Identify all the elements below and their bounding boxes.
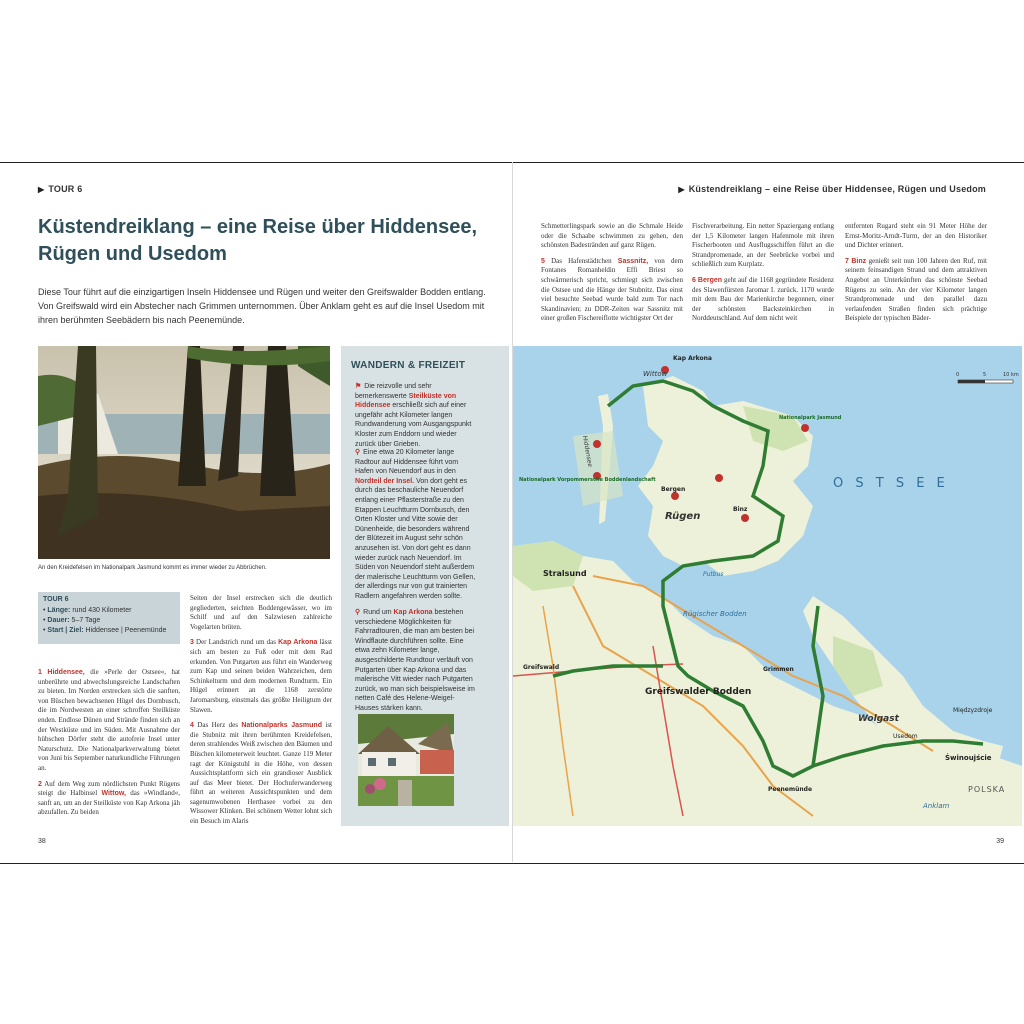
sidebar-highlight: Kap Arkona [393, 609, 433, 616]
sidebar-text: bestehen verschiedene Möglichkeiten für Fahrradtouren, die man am besten bei Windflaute durchführen sollte. Eine etwa zehn Kilometer lange, ausgeschilderte Rundtour verläuft von Putgarten über Kap Arkona und das malerische Vitt wieder nach Putgarten zurück, wo man sich beispielsweise im netten Café des Helene-Weigel-Hauses stärken kann. [355, 609, 475, 712]
map-label-stettiner-haff: Anklam [923, 802, 950, 810]
tour-duration-row: • Dauer: 5–7 Tage [43, 617, 101, 624]
poi-highlight: Wittow, [101, 790, 126, 798]
paragraph-text: das »Windland«, sanft an, um an der Steilküste von Kap Arkona jäh abzufallen. Zu beiden [38, 789, 180, 817]
bicycle-icon: ⚲ [355, 449, 361, 456]
duration-value: 5–7 Tage [71, 617, 101, 624]
title-line-2: Rügen und Usedom [38, 243, 227, 265]
tour-tag-text: Küstendreiklang – eine Reise über Hiddensee, Rügen und Usedom [688, 184, 986, 194]
triangle-icon: ▶ [38, 185, 45, 194]
right-column-3 [845, 222, 987, 330]
page-number-right: 39 [996, 838, 1004, 845]
paragraph-text: Der Landstrich rund um das [196, 638, 279, 647]
paragraph-text: ist die Stubnitz mit ihren berühmten Kreidefelsen, deren strahlendes Weiß zwischen den Bäumen und Büschen kilometerweit leuchtet. Ganze 119 Meter ragt der Königstuhl in die Höhe, von dessen Aussichtsplattform sich ein grandioser Ausblick auf das Meer bietet. Der Hochuferwanderweg führt an weiteren Aussichtspunkten und dem sagenumwobenen Herthasee vorbei zu den Wissower Klinken. Bei schönem Wetter lohnt sich ein Besuch im Alaris [190, 721, 332, 826]
tour-box-title: TOUR 6 [43, 596, 69, 603]
page-number-left: 38 [38, 838, 46, 845]
sidebar-title: WANDERN & FREIZEIT [351, 360, 466, 371]
map-label-usedom: Wolgast [858, 714, 899, 724]
map-label-kap-arkona: Kap Arkona [673, 355, 712, 362]
paragraph-continued: Fischverarbeitung. Ein netter Spaziergang entlang der 1,5 Kilometer langen Hafenmole mit ihren Fischerbooten und Ausflugsschiffen führt an die Strandpromenade, an der Seebrücke vorbei und schließlich zum Kurplatz. [692, 222, 834, 269]
sidebar-text: Rund um [363, 609, 394, 616]
paragraph-text: lässt sich am besten zu Fuß oder mit dem Rad erkunden. Von Putgarten aus führt ein Wanderweg zum Kap und seinen beiden Wahrzeichen, dem Schinkelturm und dem modernen Rundturm. Ein Hügel erinnert an die 1168 zerstörte Jaromarsburg, einstmals das größte Heiligtum der Slawen. [190, 638, 332, 714]
scale-0: 0 [956, 372, 960, 378]
paragraph-continued: entfernten Rugard steht ein 91 Meter Höhe der Ernst-Moritz-Arndt-Turm, der an den Historiker und Dichter erinnert. [845, 222, 987, 250]
paragraph-text: genießt seit nun 100 Jahren den Ruf, mit seinem feinsandigen Strand und dem attraktiven Angebot an Unterkünften das schönste Seebad Rügens zu sein. An der vier Kilometer langen Strandpromenade und den parallel dazu verlaufenden Straßen finden sich prächtige Beispiele der typischen Bäder- [845, 256, 987, 323]
map-label-miedzyzdroje: Międzyzdroje [953, 707, 993, 714]
sidebar-text: Eine etwa 20 Kilometer lange Radtour auf Hiddensee führt vom Hafen von Neuendorf aus in den [355, 449, 459, 476]
paragraph-bergen [692, 276, 834, 324]
poi-number: 3 [190, 639, 194, 647]
duration-label: Dauer: [47, 617, 70, 624]
poi-number: 1 [38, 669, 42, 676]
poi-highlight: Kap Arkona [278, 639, 318, 647]
map-label-binz: Binz [733, 506, 748, 513]
poi-highlight: Binz [851, 257, 867, 265]
tour-tag-right [678, 184, 986, 194]
tour-length-row: • Länge: rund 430 Kilometer [43, 607, 132, 614]
map-label-ruegen: Rügen [665, 511, 701, 522]
paragraph-jasmund [190, 721, 332, 827]
sidebar-item-bike-hiddensee [355, 448, 477, 602]
sidebar-item-hiking [355, 382, 477, 449]
paragraph-hiddensee [38, 668, 180, 774]
poi-marker-7 [741, 514, 749, 522]
photo-chalk-cliffs [38, 346, 330, 559]
country-label: POLSKA [968, 785, 1006, 794]
sidebar-text: Von dort geht es durch das beschauliche Neuendorf entlang einer Pflasterstraße zu den Etappen Leuchtturm Dornbusch, den Orten Kloster und Vitte sowie der Dünenheide, die besonders während der Blütezeit im August sehr schön anzusehen ist. Von dort geht es dann wieder zurück nach Neuendorf. Im Süden von Neuendorf steht außerdem der malerische Leuchtturm von Gellen, der allerdings nur von gut trainierten Radlern angefahren werden sollte. [355, 477, 476, 600]
sidebar-text: Die reizvolle und sehr bemerkenswerte [355, 383, 432, 400]
map-label-jasmund: Nationalpark Jasmund [779, 415, 842, 421]
poi-number: 2 [38, 780, 42, 788]
length-label: Länge: [47, 607, 71, 614]
scale-5: 5 [983, 372, 987, 378]
poi-number: 4 [190, 722, 194, 730]
right-column-2 [692, 222, 834, 330]
paragraph-text: die »Perle der Ostsee«, hat unberührte und abwechslungsreiche Landschaften zu bieten. Im Norden erstrecken sich die sanften, von Büschen bewachsenen Hügel des Dornbusch, die im Nordwesten an einer schroffen Steilküste enden. Endlose Dünen und Strände finden sich an der Westküste und im Süden. Mit Ausnahme der hübschen Dörfer steht die autofreie Insel unter Naturschutz. Die Nationalparkverwaltung bietet von Juni bis September naturkundliche Führungen an. [38, 668, 180, 772]
paragraph-text: geht auf die 1168 gegründete Residenz des Slawenfürsten Jaromar I. zurück. 1170 wurde mit dem Bau der Marienkirche begonnen, einer der schönsten Backsteinkirchen in Norddeutschland. Auf dem nicht weit [692, 275, 835, 323]
paragraph-text: von dem Fontanes Romanheldin Effi Briest so schwärmerisch spricht, schmiegt sich zwischen die Ostsee und die Hänge der Stubnitz. Das einst viel besuchte Seebad wurde bald zum Tor nach Skandinavien; zu DDR-Zeiten war Sassnitz mit einer großen Fischereiflotte wichtigster Ort der [541, 256, 684, 323]
map-label-anklam: Peenemünde [768, 786, 813, 793]
paragraph-continued: Schmetterlingspark sowie an die Schmale Heide oder die Schaabe schwimmen zu gehen, den schönsten Badestränden auf ganz Rügen. [541, 222, 683, 250]
poi-highlight: Hiddensee, [47, 669, 85, 676]
map-label-bergen: Bergen [661, 486, 686, 493]
map-label-greifswald: Greifswalder Bodden [645, 687, 752, 697]
photo-thatched-cottage [358, 714, 454, 806]
poi-highlight: Bergen [697, 276, 723, 284]
poi-number: 6 [692, 276, 696, 284]
paragraph-binz [845, 257, 987, 324]
length-value: rund 430 Kilometer [72, 607, 132, 614]
poi-highlight: Nationalparks Jasmund [241, 722, 322, 730]
sea-label: O S T S E E [833, 476, 949, 491]
paragraph-text: Das Herz des [197, 721, 242, 730]
bicycle-icon: ⚲ [355, 609, 361, 616]
triangle-icon: ▶ [678, 185, 685, 194]
poi-marker-6 [671, 492, 679, 500]
page-title [38, 214, 508, 268]
title-line-1: Küstendreiklang – eine Reise über Hiddensee, [38, 216, 478, 238]
map-label-grimmen: Greifswald [523, 664, 560, 671]
paragraph-text: Das Hafenstädtchen [551, 256, 618, 265]
map-label-greifswalder-bodden: Rügischer Bodden [683, 610, 747, 618]
paragraph-sassnitz [541, 257, 683, 324]
photo-caption: An den Kreidefelsen im Nationalpark Jasmund kommt es immer wieder zu Abbrüchen. [38, 565, 267, 571]
left-column-2 [190, 594, 332, 833]
sidebar-text: erschließt sich auf einer ungefähr acht Kilometer langen Rundwanderung vom Ausgangspunkt Kloster zum Enddorn und wieder zurück über Grieben. [355, 402, 472, 448]
paragraph-text: Auf dem Weg zum nördlichsten Punkt Rügens steigt die Halbinsel [38, 779, 180, 798]
map-label-wolgast: Grimmen [763, 666, 794, 673]
poi-marker-4 [801, 424, 809, 432]
sidebar-highlight: Nordteil der Insel. [355, 477, 415, 485]
paragraph-kap-arkona [190, 638, 332, 715]
sidebar-item-bike-arkona [355, 608, 477, 714]
hiking-flag-icon: ⚑ [355, 383, 362, 390]
route-map [513, 346, 1022, 826]
poi-highlight: Sassnitz, [617, 257, 649, 265]
start-label: Start | Ziel: [47, 627, 84, 634]
tour-start-row: • Start | Ziel: Hiddensee | Peenemünde [43, 627, 167, 634]
tour-info-box [38, 592, 180, 644]
right-column-1 [541, 222, 683, 330]
map-label-hiddensee: Hiddensee [581, 435, 594, 468]
poi-number: 5 [541, 257, 545, 265]
map-label-nationalpark-vb: Nationalpark Vorpommersche Boddenlandschaft [519, 477, 656, 483]
poi-marker-1 [593, 440, 601, 448]
paragraph-continued: Seiten der Insel erstrecken sich die deutlich gegliederten, seichten Boddengewässer, wo im Schilf und auf den Salzwiesen zahlreiche Vogelarten brüten. [190, 594, 332, 631]
start-value: Hiddensee | Peenemünde [85, 627, 167, 634]
left-column-1 [38, 668, 180, 824]
map-label-ruegischer-bodden: Putbus [703, 571, 724, 578]
map-label-heringsdorf: Usedom [893, 733, 918, 740]
poi-number: 7 [845, 257, 849, 265]
map-label-wittow: Wittow [643, 370, 668, 378]
tour-tag-left [38, 184, 82, 194]
paragraph-wittow [38, 780, 180, 818]
sidebar-highlight: Steilküste von Hiddensee [355, 392, 457, 410]
scale-10: 10 km [1003, 372, 1019, 378]
map-label-swinoujscie: Świnoujście [945, 754, 992, 762]
lead-paragraph: Diese Tour führt auf die einzigartigen Inseln Hiddensee und Rügen und weiter den Greifswalder Bodden entlang. Von Greifswald wird ein Abstecher nach Grimmen unternommen. Über Anklam geht es auf die Insel Usedom mit ihren berühmten Seebädern bis nach Peenemünde. [38, 287, 486, 325]
poi-marker-5 [715, 474, 723, 482]
tour-tag-text: TOUR 6 [48, 184, 83, 194]
map-label-stralsund: Stralsund [543, 569, 587, 578]
